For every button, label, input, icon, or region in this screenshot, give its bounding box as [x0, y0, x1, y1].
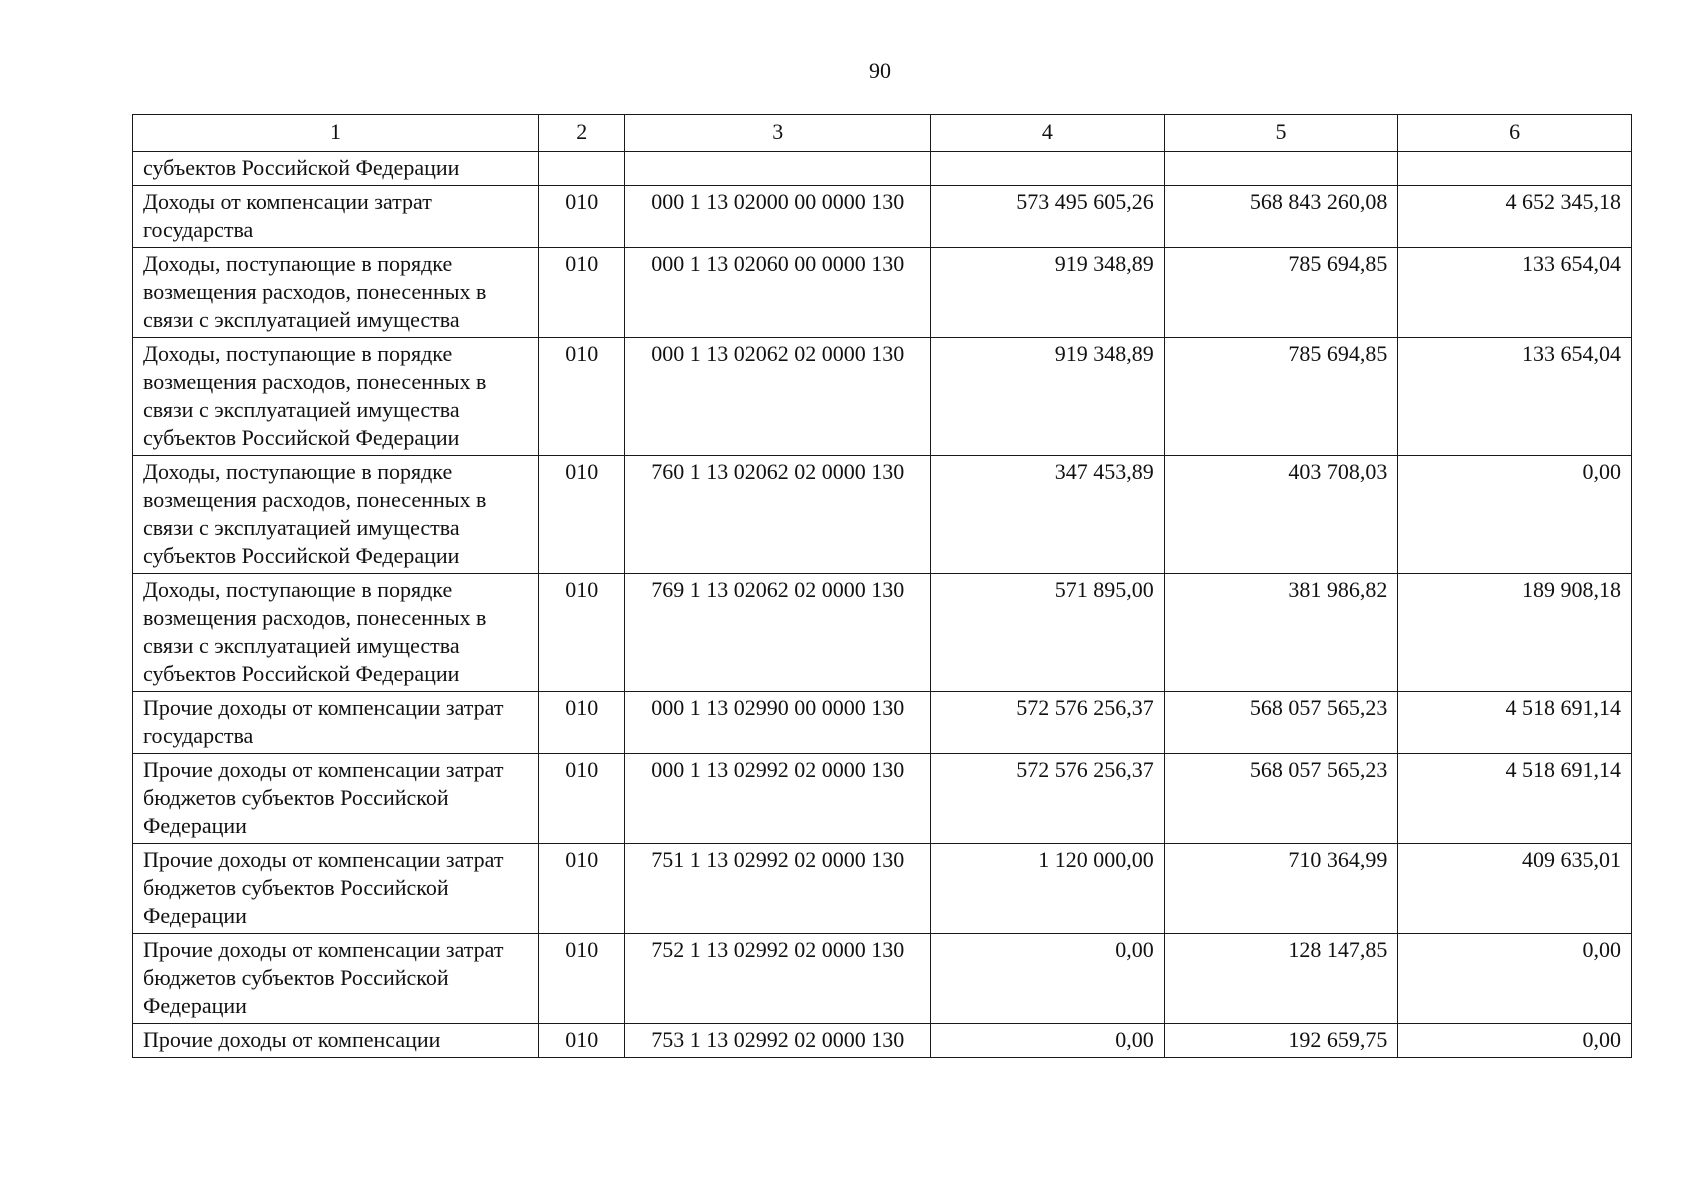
table-row: [133, 1024, 1632, 1058]
page-number: 90: [869, 58, 891, 83]
row-line-code: 010: [539, 1024, 625, 1058]
row-line-code: [539, 152, 625, 186]
row-col6-value: 0,00: [1398, 934, 1632, 1024]
row-col6-value: 0,00: [1398, 456, 1632, 574]
row-col6-value: 133 654,04: [1398, 338, 1632, 456]
row-name: субъектов Российской Федерации: [133, 152, 539, 186]
row-line-code: 010: [539, 934, 625, 1024]
row-name: Доходы, поступающие в порядке возмещения расходов, понесенных в связи с эксплуатацией имущества субъектов Российской Федерации: [133, 456, 539, 574]
row-col5-value: 381 986,82: [1164, 574, 1398, 692]
row-col5-value: 128 147,85: [1164, 934, 1398, 1024]
row-col5-value: [1164, 152, 1398, 186]
row-col6-value: 133 654,04: [1398, 248, 1632, 338]
column-header: 2: [539, 115, 625, 152]
row-line-code: 010: [539, 338, 625, 456]
row-col5-value: 403 708,03: [1164, 456, 1398, 574]
row-col4-value: 572 576 256,37: [931, 754, 1165, 844]
row-income-code: 000 1 13 02000 00 0000 130: [625, 186, 931, 248]
row-name: Прочие доходы от компенсации затрат бюджетов субъектов Российской Федерации: [133, 844, 539, 934]
table-header-row: [133, 115, 1632, 152]
row-name: Прочие доходы от компенсации затрат бюджетов субъектов Российской Федерации: [133, 934, 539, 1024]
column-header: 3: [625, 115, 931, 152]
row-col4-value: 573 495 605,26: [931, 186, 1165, 248]
row-income-code: 752 1 13 02992 02 0000 130: [625, 934, 931, 1024]
row-col5-value: 785 694,85: [1164, 338, 1398, 456]
row-col5-value: 785 694,85: [1164, 248, 1398, 338]
row-income-code: 000 1 13 02992 02 0000 130: [625, 754, 931, 844]
row-line-code: 010: [539, 844, 625, 934]
row-col4-value: 0,00: [931, 934, 1165, 1024]
row-col5-value: 192 659,75: [1164, 1024, 1398, 1058]
row-name: Доходы, поступающие в порядке возмещения расходов, понесенных в связи с эксплуатацией имущества: [133, 248, 539, 338]
row-col4-value: 1 120 000,00: [931, 844, 1165, 934]
row-income-code: 000 1 13 02062 02 0000 130: [625, 338, 931, 456]
row-col4-value: 919 348,89: [931, 338, 1165, 456]
row-income-code: 000 1 13 02990 00 0000 130: [625, 692, 931, 754]
income-table: [132, 114, 1632, 1058]
row-col6-value: 4 518 691,14: [1398, 754, 1632, 844]
table-row: [133, 248, 1632, 338]
column-header: 4: [931, 115, 1165, 152]
table-row: [133, 574, 1632, 692]
row-line-code: 010: [539, 574, 625, 692]
row-line-code: 010: [539, 692, 625, 754]
table-row: [133, 844, 1632, 934]
column-header: 1: [133, 115, 539, 152]
row-col6-value: [1398, 152, 1632, 186]
row-income-code: 751 1 13 02992 02 0000 130: [625, 844, 931, 934]
row-name: Доходы, поступающие в порядке возмещения расходов, понесенных в связи с эксплуатацией имущества субъектов Российской Федерации: [133, 574, 539, 692]
row-name: Прочие доходы от компенсации затрат бюджетов субъектов Российской Федерации: [133, 754, 539, 844]
row-name: Прочие доходы от компенсации: [133, 1024, 539, 1058]
table-row: [133, 934, 1632, 1024]
row-col5-value: 568 057 565,23: [1164, 754, 1398, 844]
row-name: Доходы от компенсации затрат государства: [133, 186, 539, 248]
table-row: [133, 692, 1632, 754]
row-income-code: 760 1 13 02062 02 0000 130: [625, 456, 931, 574]
column-header: 6: [1398, 115, 1632, 152]
row-col5-value: 568 843 260,08: [1164, 186, 1398, 248]
row-col4-value: 571 895,00: [931, 574, 1165, 692]
row-income-code: 000 1 13 02060 00 0000 130: [625, 248, 931, 338]
row-name: Прочие доходы от компенсации затрат государства: [133, 692, 539, 754]
row-col4-value: 347 453,89: [931, 456, 1165, 574]
row-name: Доходы, поступающие в порядке возмещения расходов, понесенных в связи с эксплуатацией имущества субъектов Российской Федерации: [133, 338, 539, 456]
row-col6-value: 189 908,18: [1398, 574, 1632, 692]
row-income-code: [625, 152, 931, 186]
row-col6-value: 4 518 691,14: [1398, 692, 1632, 754]
row-col4-value: 0,00: [931, 1024, 1165, 1058]
table-row: [133, 338, 1632, 456]
row-line-code: 010: [539, 186, 625, 248]
row-col6-value: 4 652 345,18: [1398, 186, 1632, 248]
row-line-code: 010: [539, 754, 625, 844]
row-line-code: 010: [539, 248, 625, 338]
row-col4-value: [931, 152, 1165, 186]
row-col5-value: 568 057 565,23: [1164, 692, 1398, 754]
column-header: 5: [1164, 115, 1398, 152]
table-row: [133, 186, 1632, 248]
row-col5-value: 710 364,99: [1164, 844, 1398, 934]
row-col4-value: 572 576 256,37: [931, 692, 1165, 754]
row-income-code: 769 1 13 02062 02 0000 130: [625, 574, 931, 692]
table-row: [133, 152, 1632, 186]
row-col4-value: 919 348,89: [931, 248, 1165, 338]
row-line-code: 010: [539, 456, 625, 574]
row-col6-value: 409 635,01: [1398, 844, 1632, 934]
table-row: [133, 456, 1632, 574]
row-income-code: 753 1 13 02992 02 0000 130: [625, 1024, 931, 1058]
row-col6-value: 0,00: [1398, 1024, 1632, 1058]
table-row: [133, 754, 1632, 844]
